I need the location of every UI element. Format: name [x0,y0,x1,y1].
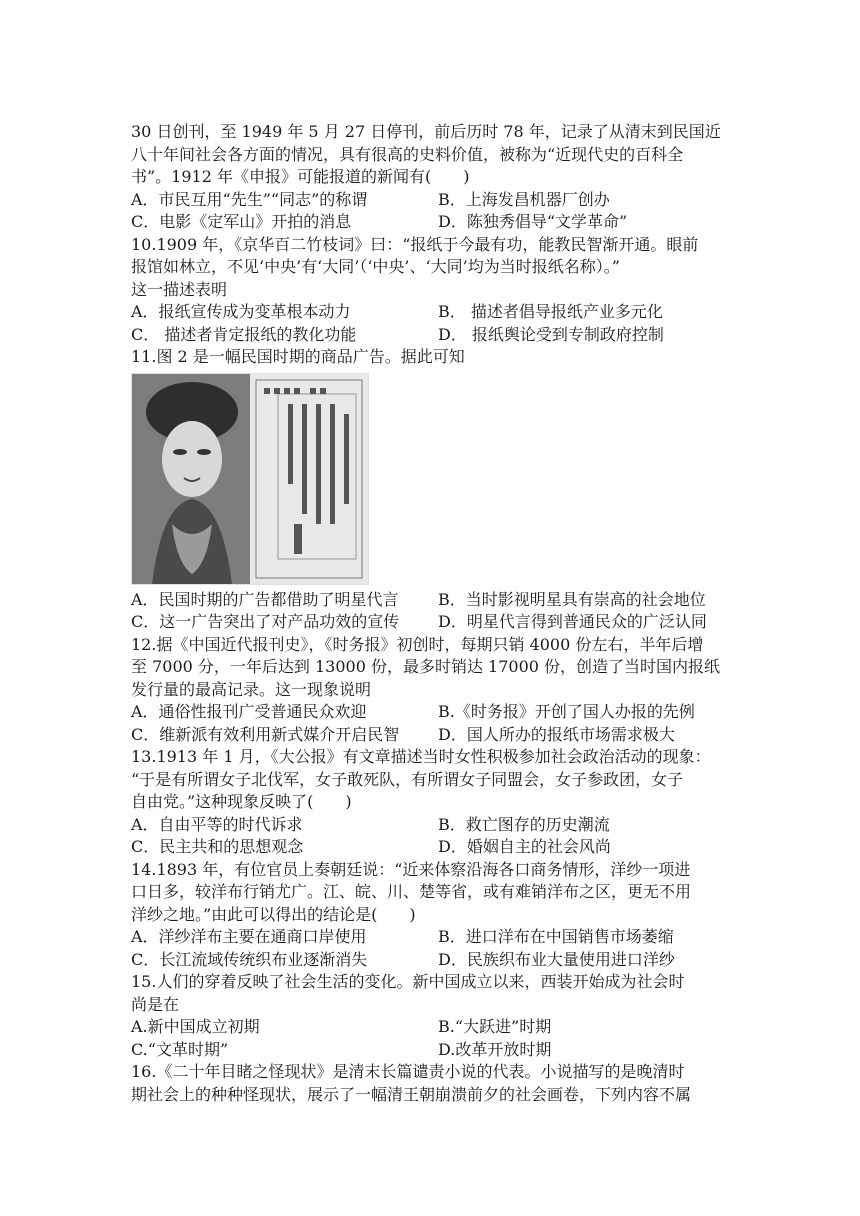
q13-line-3: 自由党。”这种现象反映了( ) [131,792,352,811]
q10-line-3: 这一描述表明 [131,279,228,299]
q12-line-2: 至 7000 分，一年后达到 13000 份，最多时销达 17000 份，创造了当时国内报纸 [131,657,721,676]
q11-option-c: C．这一广告突出了对产品功效的宣传 [131,612,400,631]
q10-options-row-2 [131,324,731,347]
q11-options-row-2 [131,611,731,634]
q14-line-1: 14.1893 年，有位官员上奏朝廷说：“近来体察沿海各口商务情形，洋纱一项进 [131,859,691,879]
q9-line-2: 八十年间社会各方面的情况，具有很高的史料价值，被称为“近现代史的百科全 [131,144,684,164]
q15-option-a: A.新中国成立初期 [131,1017,260,1036]
q15-option-c: C.“文革时期” [131,1039,229,1059]
q14-option-c: C．长江流域传统织布业逐渐消失 [131,949,368,969]
q12-option-a: A．通俗性报刊广受普通民众欢迎 [131,702,367,721]
advertisement-figure [131,373,369,585]
q9-options-row-1 [131,189,731,212]
q13-option-b: B．救亡图存的历史潮流 [438,814,610,834]
q15-option-b: B.“大跃进”时期 [438,1017,552,1036]
q13-line-2: “于是有所谓女子北伐军，女子敢死队，有所谓女子同盟会，女子参政团，女子 [131,769,684,789]
q14-option-d: D．民族织布业大量使用进口洋纱 [438,949,675,969]
q15-options-row-2 [131,1039,731,1062]
q10-option-b: B． 描述者倡导报纸产业多元化 [438,302,663,321]
q12-options-row-1 [131,701,731,724]
q11-option-d: D．明星代言得到普通民众的广泛认同 [438,612,707,631]
q9-option-c: C．电影《定军山》开拍的消息 [131,212,352,231]
ad-text-panel [250,374,368,584]
q13-options-row-2 [131,836,731,859]
q11-option-a: A．民国时期的广告都借助了明星代言 [131,589,399,609]
actress-photo [132,374,250,584]
q10-options-row-1 [131,301,731,324]
q9-option-a: A．市民互用“先生”“同志”的称谓 [131,189,368,209]
q9-option-b: B．上海发昌机器厂创办 [438,189,610,209]
q11-options-row-1 [131,589,731,612]
q10-option-d: D． 报纸舆论受到专制政府控制 [438,324,664,344]
q9-line-3: 书”。1912 年《申报》可能报道的新闻有( ) [131,167,470,186]
q12-option-d: D．国人所办的报纸市场需求极大 [438,724,675,744]
q10-line-1: 10.1909 年，《京华百二竹枝词》曰：“报纸于今最有功，能教民智渐开通。眼前 [131,234,699,254]
q10-option-c: C． 描述者肯定报纸的教化功能 [131,324,357,344]
q12-options-row-2 [131,724,731,747]
q14-options-row-2 [131,949,731,972]
q13-line-1: 13.1913 年 1 月，《大公报》有文章描述当时女性积极参加社会政治活动的现象： [131,747,711,766]
q13-option-a: A．自由平等的时代诉求 [131,814,303,834]
q15-line-1: 15.人们的穿着反映了社会生活的变化。新中国成立以来，西装开始成为社会时 [131,972,685,991]
q14-option-b: B．进口洋布在中国销售市场萎缩 [438,927,674,946]
q13-option-c: C．民主共和的思想观念 [131,837,304,856]
q14-option-a: A．洋纱洋布主要在通商口岸使用 [131,927,367,946]
q16-line-1: 16.《二十年目睹之怪现状》是清末长篇谴责小说的代表。小说描写的是晚清时 [131,1062,685,1081]
q11-option-b: B．当时影视明星具有崇高的社会地位 [438,589,706,609]
q12-line-3: 发行量的最高记录。这一现象说明 [131,679,372,699]
q15-option-d: D.改革开放时期 [438,1039,552,1059]
q12-option-b: B.《时务报》开创了国人办报的先例 [438,702,695,721]
q15-line-2: 尚是在 [131,994,180,1014]
q15-options-row-1 [131,1016,731,1039]
q10-line-2: 报馆如林立，不见‘中央’有‘大同’（‘中央’、‘大同’均为当时报纸名称）。” [131,257,620,276]
q16-line-2: 期社会上的种种怪现状，展示了一幅清王朝崩溃前夕的社会画卷，下列内容不属 [131,1084,692,1104]
q13-options-row-1 [131,814,731,837]
exam-content [131,121,731,1106]
q10-option-a: A．报纸宣传成为变革根本动力 [131,302,351,321]
q9-option-d: D．陈独秀倡导“文学革命” [438,212,628,231]
q12-option-c: C．维新派有效利用新式媒介开启民智 [131,724,400,744]
q11-stem: 11.图 2 是一幅民国时期的商品广告。据此可知 [131,347,465,366]
q14-line-3: 洋纱之地。”由此可以得出的结论是( ) [131,904,416,924]
q13-option-d: D．婚姻自主的社会风尚 [438,837,611,856]
q14-options-row-1 [131,926,731,949]
q9-line-1: 30 日创刊，至 1949 年 5 月 27 日停刊，前后历时 78 年，记录了从清末到民国近 [131,122,721,141]
q12-line-1: 12.据《中国近代报刊史》，《时务报》初创时，每期只销 4000 份左右，半年后增 [131,634,704,654]
q9-options-row-2 [131,211,731,234]
q14-line-2: 口日多，较洋布行销尤广。江、皖、川、楚等省，或有难销洋布之区，更无不用 [131,882,692,901]
